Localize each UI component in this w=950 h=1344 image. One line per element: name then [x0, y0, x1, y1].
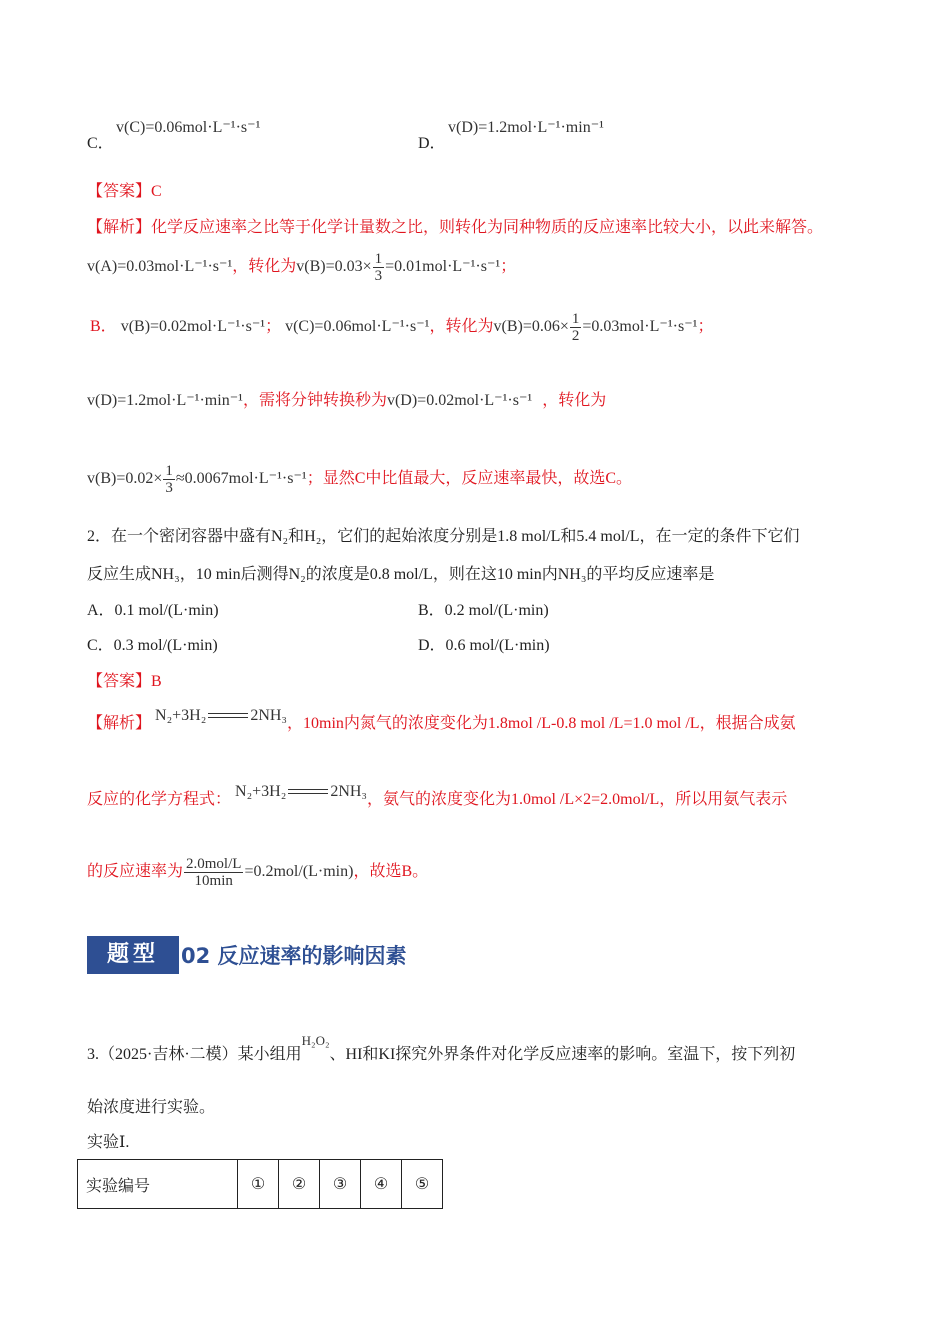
analysis-tag: 【解析】	[87, 219, 152, 236]
analysis-tag: 【解析】	[87, 715, 152, 732]
table-cell: ③	[320, 1160, 361, 1209]
q2-option-d: D．0.6 mol/(L·min)	[418, 637, 550, 654]
convert-text: ，转化为	[232, 258, 297, 275]
rate-b-expression-pre: v(B)=0.02×	[87, 470, 163, 487]
separator: ；	[265, 318, 282, 335]
q3-stem-post: 、HI和KI探究外界条件对化学反应速率的影响。室温下，按下列初	[329, 1046, 796, 1063]
fraction-numerator: 2.0mol/L	[186, 855, 242, 872]
section-banner	[87, 936, 427, 974]
q2-answer: 【答案】B	[87, 673, 162, 690]
table-cell: ④	[361, 1160, 402, 1209]
table-header-cell: 实验编号	[78, 1160, 238, 1209]
fraction	[184, 856, 243, 889]
analysis-text: 化学反应速率之比等于化学计量数之比，则转化为同种物质的反应速率比较大小，以此来解答。	[151, 219, 824, 236]
q2-option-b: B．0.2 mol/(L·min)	[418, 602, 549, 619]
fraction-numerator: 1	[374, 250, 383, 267]
fraction-numerator: 1	[165, 462, 173, 479]
rate-a-expression: v(A)=0.03mol·L⁻¹·s⁻¹	[87, 258, 233, 275]
fraction	[373, 251, 385, 284]
equation-reactants: N₂+3H₂	[235, 783, 287, 800]
rate-b-expression: v(B)=0.02mol·L⁻¹·s⁻¹	[120, 318, 266, 335]
option-c-label: C．	[87, 135, 114, 152]
q2-analysis-line3	[87, 852, 428, 892]
rate-d-converted-expression: v(D)=0.02mol·L⁻¹·s⁻¹	[386, 392, 533, 409]
q3-stem-line2: 始浓度进行实验。	[87, 1099, 216, 1116]
analysis-text: 的反应速率为	[87, 863, 184, 880]
analysis-text: ，10min内氮气的浓度变化为1.8mol /L-0.8 mol /L=1.0 mol /L，根据合成氨	[287, 715, 796, 732]
rate-b-expression-post: =0.03mol·L⁻¹·s⁻¹	[582, 318, 698, 335]
analysis-line-a	[87, 250, 516, 284]
separator: ；	[500, 258, 517, 275]
convert-text: ，转化为	[429, 318, 494, 335]
fraction-denominator: 2	[571, 327, 580, 344]
equation-reactants: N₂+3H₂	[155, 707, 207, 724]
analysis-text: 反应的化学方程式：	[87, 791, 232, 808]
q2-stem-line1: 2．在一个密闭容器中盛有N₂和H₂，它们的起始浓度分别是1.8 mol/L和5.4 mol/L，在一定的条件下它们	[87, 528, 800, 545]
rate-c-expression: v(C)=0.06mol·L⁻¹·s⁻¹	[285, 318, 430, 335]
conclusion-text: ，故选B。	[353, 863, 429, 880]
table-cell: ①	[238, 1160, 279, 1209]
analysis-line-d	[87, 384, 606, 418]
table-cell: ②	[279, 1160, 320, 1209]
fraction-numerator: 1	[571, 310, 580, 327]
option-c-expression: v(C)=0.06mol·L⁻¹·s⁻¹	[116, 119, 261, 136]
equation-product: 2NH₃	[250, 707, 287, 724]
section-tag: 题型	[87, 936, 179, 974]
analysis-line-b	[90, 310, 713, 344]
q2-stem-line2: 反应生成NH₃，10 min后测得N₂的浓度是0.8 mol/L，则在这10 min内NH₃的平均反应速率是	[87, 566, 715, 583]
fraction	[570, 311, 582, 344]
q3-stem-pre: 3.（2025·吉林·二模）某小组用	[87, 1046, 302, 1063]
rate-d-expression: v(D)=1.2mol·L⁻¹·min⁻¹	[87, 392, 243, 409]
rate-b-expression-pre: v(B)=0.03×	[296, 258, 372, 275]
separator: ；	[697, 318, 714, 335]
convert-text: ，转化为	[542, 392, 607, 409]
reversible-arrow-icon	[206, 709, 250, 723]
fraction	[163, 463, 175, 496]
reversible-arrow-icon	[286, 785, 330, 799]
h2o2-formula: H₂O₂	[301, 1033, 330, 1048]
experiment-label: 实验Ⅰ.	[87, 1134, 130, 1151]
q2-analysis-line2	[87, 782, 787, 818]
convert-text: ，需将分钟转换秒为	[242, 392, 387, 409]
fraction-denominator: 3	[165, 479, 173, 496]
q2-option-c: C．0.3 mol/(L·min)	[87, 637, 218, 654]
equation-product: 2NH₃	[330, 783, 367, 800]
option-d-expression: v(D)=1.2mol·L⁻¹·min⁻¹	[448, 119, 604, 136]
fraction-denominator: 10min	[194, 872, 233, 889]
q3-stem-line1	[87, 1033, 796, 1068]
q2-option-a: A．0.1 mol/(L·min)	[87, 602, 219, 619]
rate-b-expression-pre: v(B)=0.06×	[493, 318, 569, 335]
banner-notch	[169, 936, 179, 974]
conclusion-text: ；显然C中比值最大，反应速率最快，故选C。	[306, 470, 633, 487]
q2-analysis-line1	[87, 706, 796, 742]
table-row	[78, 1160, 443, 1209]
analysis-text: ，氨气的浓度变化为1.0mol /L×2=2.0mol/L，所以用氨气表示	[367, 791, 788, 808]
rate-b-expression-post: ≈0.0067mol·L⁻¹·s⁻¹	[175, 470, 307, 487]
fraction-denominator: 3	[374, 267, 383, 284]
section-title: 02 反应速率的影响因素	[181, 944, 407, 968]
q1-analysis	[87, 214, 823, 237]
table-cell: ⑤	[402, 1160, 443, 1209]
analysis-line-e	[87, 462, 632, 496]
experiment-table	[77, 1159, 443, 1209]
rate-expression: =0.2mol/(L·min)	[244, 863, 354, 880]
rate-b-expression-post: =0.01mol·L⁻¹·s⁻¹	[385, 258, 501, 275]
q1-answer: 【答案】C	[87, 183, 162, 200]
option-d-label: D．	[418, 135, 446, 152]
option-b-label: B．	[90, 318, 117, 335]
